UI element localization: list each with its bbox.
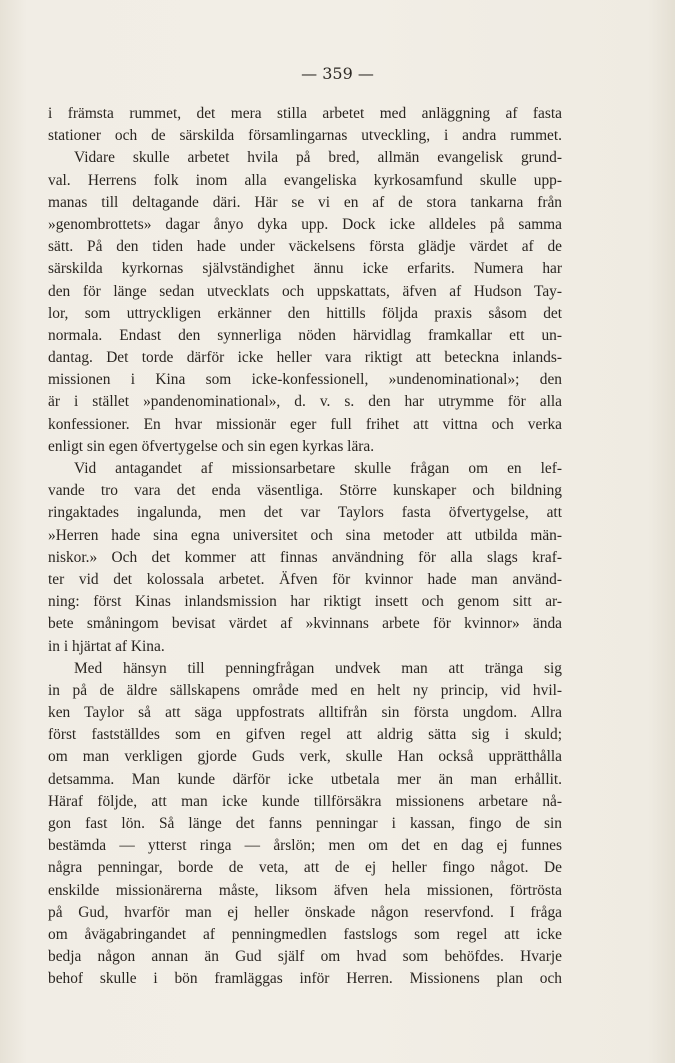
text-line: enligt sin egen öfvertygelse och sin egen kyrkas lära. bbox=[48, 437, 375, 455]
text-line: »genombrottets» dagar ånyo dyka upp. Dock icke alldeles på samma bbox=[48, 215, 562, 233]
text-line: på Gud, hvarför man ej heller önskade någon reservfond. I fråga bbox=[48, 903, 562, 921]
text-line: några penningar, borde de veta, att de ej heller fingo något. De bbox=[48, 859, 562, 877]
text-line: stationer och de särskilda församlingarnas utveckling, i andra rummet. bbox=[48, 127, 562, 145]
text-line: behof skulle i bön framläggas inför Herren. Missionens plan och bbox=[48, 970, 562, 988]
text-line: den för länge sedan utvecklats och uppskattats, äfven af Hudson Tay- bbox=[48, 282, 562, 300]
text-line: är i stället »pandenominational», d. v. s. den har utrymme för alla bbox=[48, 393, 562, 411]
text-line: Med hänsyn till penningfrågan undvek man att tränga sig bbox=[74, 659, 562, 677]
text-line: ringaktades ingalunda, men det var Taylors fasta öfvertygelse, att bbox=[48, 504, 562, 522]
text-line: bestämda — ytterst ringa — årslön; men om det en dag ej funnes bbox=[48, 837, 562, 855]
text-line: in i hjärtat af Kina. bbox=[48, 637, 165, 655]
text-line: särskilda kyrkornas självständighet ännu icke erfarits. Numera har bbox=[48, 260, 562, 278]
text-line: lor, som uttryckligen erkänner den hittills följda praxis såsom det bbox=[48, 304, 562, 322]
text-line: normala. Endast den synnerliga nöden härvidlag framkallar ett un- bbox=[48, 326, 562, 344]
text-line: detsamma. Man kunde därför icke utbetala mer än man erhållit. bbox=[48, 770, 562, 788]
text-line: sätt. På den tiden hade under väckelsens första glädje värdet af de bbox=[48, 238, 562, 256]
text-line: niskor.» Och det kommer att finnas användning för alla slags kraf- bbox=[48, 548, 562, 566]
text-line: bete småningom bevisat värdet af »kvinnans arbete för kvinnor» ända bbox=[48, 615, 562, 633]
text-line: ken Taylor så att säga uppfostrats alltifrån sin första ungdom. Allra bbox=[48, 704, 562, 722]
text-line: i främsta rummet, det mera stilla arbetet med anläggning af fasta bbox=[48, 105, 562, 122]
text-line: Häraf följde, att man icke kunde tillförsäkra missionens arbetare nå- bbox=[48, 792, 562, 810]
text-line: ter vid det kolossala arbetet. Äfven för kvinnor hade man använd- bbox=[48, 570, 562, 588]
text-line: vande tro vara det enda väsentliga. Större kunskaper och bildning bbox=[48, 482, 562, 500]
text-line: konfessioner. En hvar missionär eger full frihet att vittna och verka bbox=[48, 415, 562, 433]
text-line: dantag. Det torde därför icke heller vara riktigt att beteckna inlands- bbox=[48, 349, 562, 367]
text-line: »Herren hade sina egna universitet och sina metoder att utbilda män- bbox=[48, 526, 562, 544]
text-line: manas till deltagande däri. Här se vi en af de stora tankarna från bbox=[48, 193, 562, 211]
text-line: bedja någon annan än Gud själf om hvad som behöfdes. Hvarje bbox=[48, 948, 562, 966]
text-line: enskilde missionärerna måste, liksom äfven hela missionen, förtrösta bbox=[48, 881, 562, 899]
text-line: om man verkligen gjorde Guds verk, skulle Han också upprätthålla bbox=[48, 748, 562, 766]
text-line: ning: först Kinas inlandsmission har riktigt insett och genom sitt ar- bbox=[48, 593, 562, 611]
text-line: först fastställdes som en gifven regel att aldrig sätta sig i skuld; bbox=[48, 726, 562, 744]
text-line: om åvägabringandet af penningmedlen fastslogs som regel att icke bbox=[48, 925, 562, 943]
page-number: — 359 — bbox=[301, 64, 374, 83]
text-line: gon fast lön. Så länge det fanns penningar i kassan, fingo de sin bbox=[48, 815, 562, 832]
text-line: missionen i Kina som icke-konfessionell, »undenominational»; den bbox=[48, 371, 562, 389]
text-line: val. Herrens folk inom alla evangeliska kyrkosamfund skulle upp- bbox=[48, 171, 562, 189]
body-text bbox=[48, 103, 562, 991]
text-line: Vid antagandet af missionsarbetare skulle frågan om en lef- bbox=[74, 460, 562, 477]
text-line: in på de äldre sällskapens område med en helt ny princip, vid hvil- bbox=[48, 681, 562, 699]
text-line: Vidare skulle arbetet hvila på bred, allmän evangelisk grund- bbox=[74, 149, 562, 167]
